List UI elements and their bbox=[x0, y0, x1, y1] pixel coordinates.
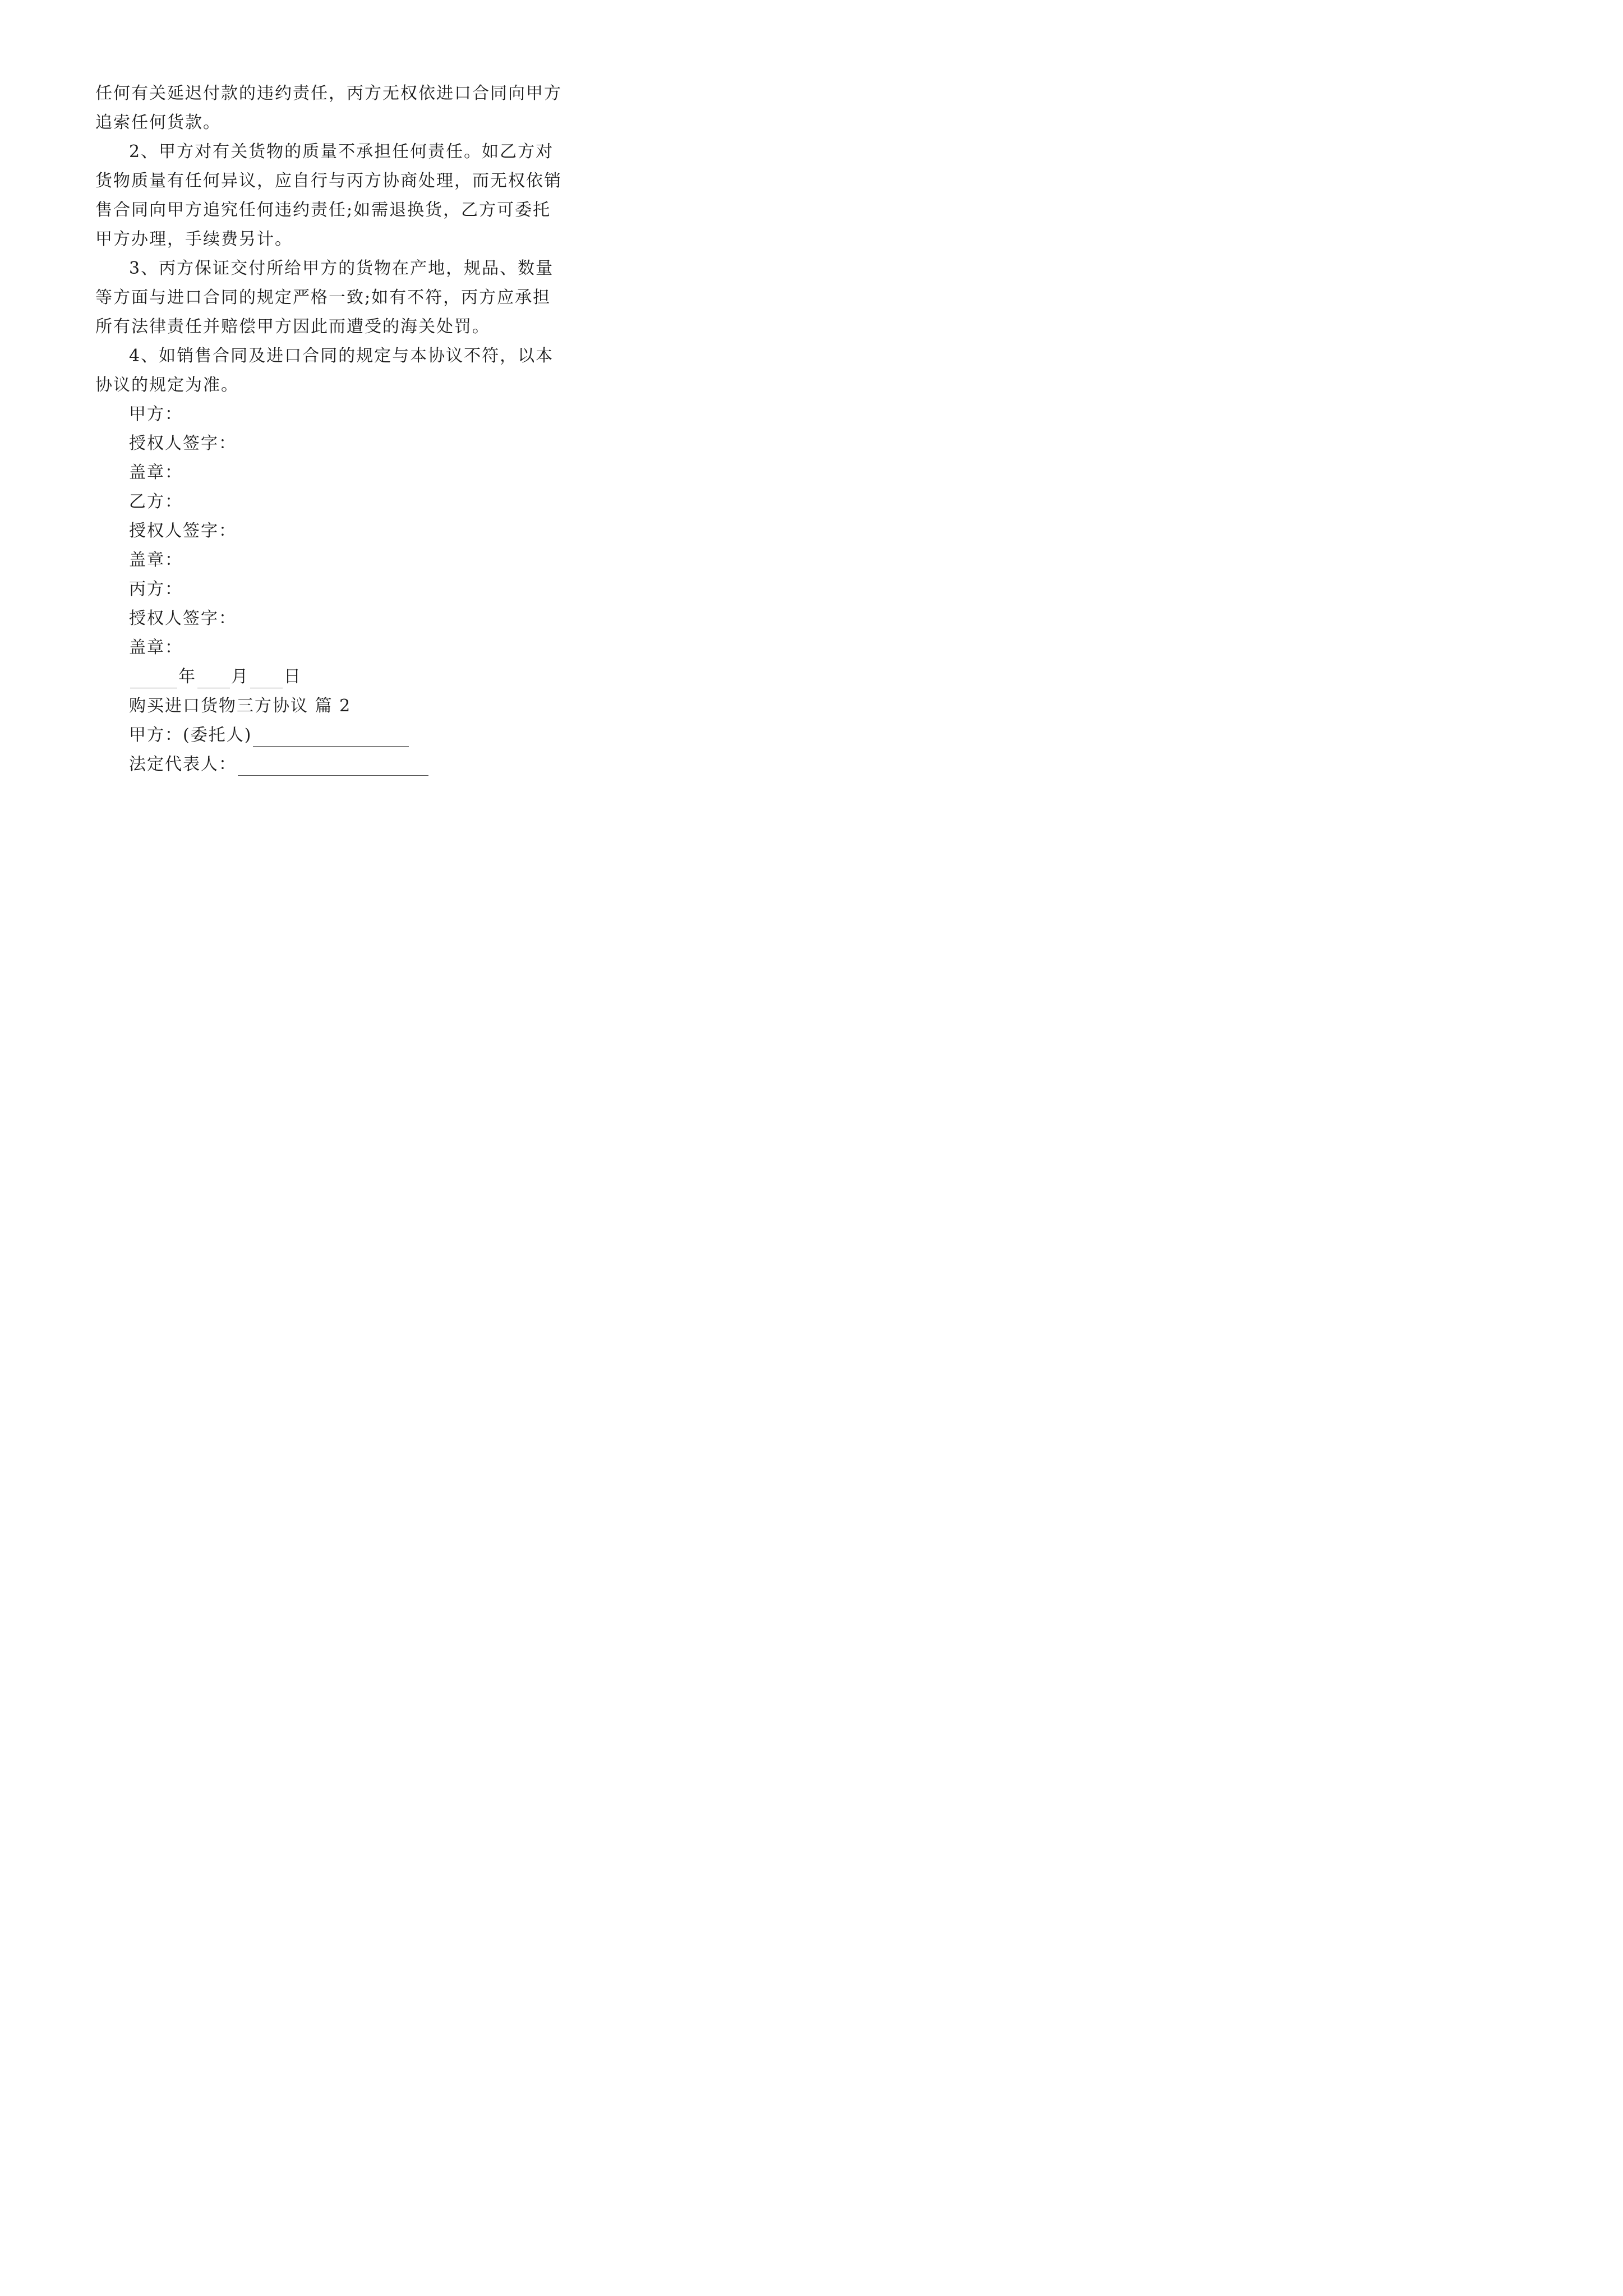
party-a-client-line bbox=[129, 724, 410, 747]
month-blank[interactable] bbox=[197, 671, 230, 688]
party-b-label: 乙方： bbox=[129, 492, 183, 512]
document-page bbox=[0, 0, 617, 873]
day-blank[interactable] bbox=[250, 671, 283, 688]
party-b-signature-label: 授权人签字： bbox=[129, 521, 237, 541]
date-line bbox=[129, 666, 302, 688]
party-c-seal-label: 盖章： bbox=[129, 638, 183, 657]
paragraph-4-line-2: 协议的规定为准。 bbox=[95, 375, 239, 395]
month-label: 月 bbox=[231, 667, 249, 687]
paragraph-1-line-1: 任何有关延迟付款的违约责任，丙方无权依进口合同向甲方 bbox=[95, 84, 562, 103]
party-a-client-blank[interactable] bbox=[253, 729, 409, 747]
party-a-client-label: 甲方：(委托人) bbox=[129, 725, 252, 745]
party-a-seal-label: 盖章： bbox=[129, 463, 183, 482]
legal-representative-label: 法定代表人： bbox=[129, 754, 237, 774]
section-2-title: 购买进口货物三方协议 篇 2 bbox=[129, 696, 352, 716]
paragraph-3-line-2: 等方面与进口合同的规定严格一致;如有不符，丙方应承担 bbox=[95, 288, 551, 307]
paragraph-2-line-2: 货物质量有任何异议，应自行与丙方协商处理，而无权依销 bbox=[95, 171, 562, 191]
paragraph-3-line-3: 所有法律责任并赔偿甲方因此而遭受的海关处罚。 bbox=[95, 317, 490, 337]
paragraph-3-line-1: 3、丙方保证交付所给甲方的货物在产地，规品、数量 bbox=[129, 259, 554, 278]
paragraph-1-line-2: 追索任何货款。 bbox=[95, 113, 221, 132]
party-b-seal-label: 盖章： bbox=[129, 550, 183, 570]
legal-representative-blank[interactable] bbox=[238, 758, 428, 776]
year-blank[interactable] bbox=[130, 671, 177, 688]
paragraph-2-line-4: 甲方办理，手续费另计。 bbox=[95, 229, 293, 249]
paragraph-2-line-1: 2、甲方对有关货物的质量不承担任何责任。如乙方对 bbox=[129, 142, 554, 162]
day-label: 日 bbox=[284, 667, 302, 687]
party-a-signature-label: 授权人签字： bbox=[129, 434, 237, 453]
party-a-label: 甲方： bbox=[129, 404, 183, 424]
party-c-signature-label: 授权人签字： bbox=[129, 609, 237, 628]
paragraph-4-line-1: 4、如销售合同及进口合同的规定与本协议不符，以本 bbox=[129, 346, 554, 366]
year-label: 年 bbox=[178, 667, 196, 687]
paragraph-2-line-3: 售合同向甲方追究任何违约责任;如需退换货，乙方可委托 bbox=[95, 200, 551, 220]
legal-representative-line bbox=[129, 753, 430, 776]
party-c-label: 丙方： bbox=[129, 579, 183, 599]
